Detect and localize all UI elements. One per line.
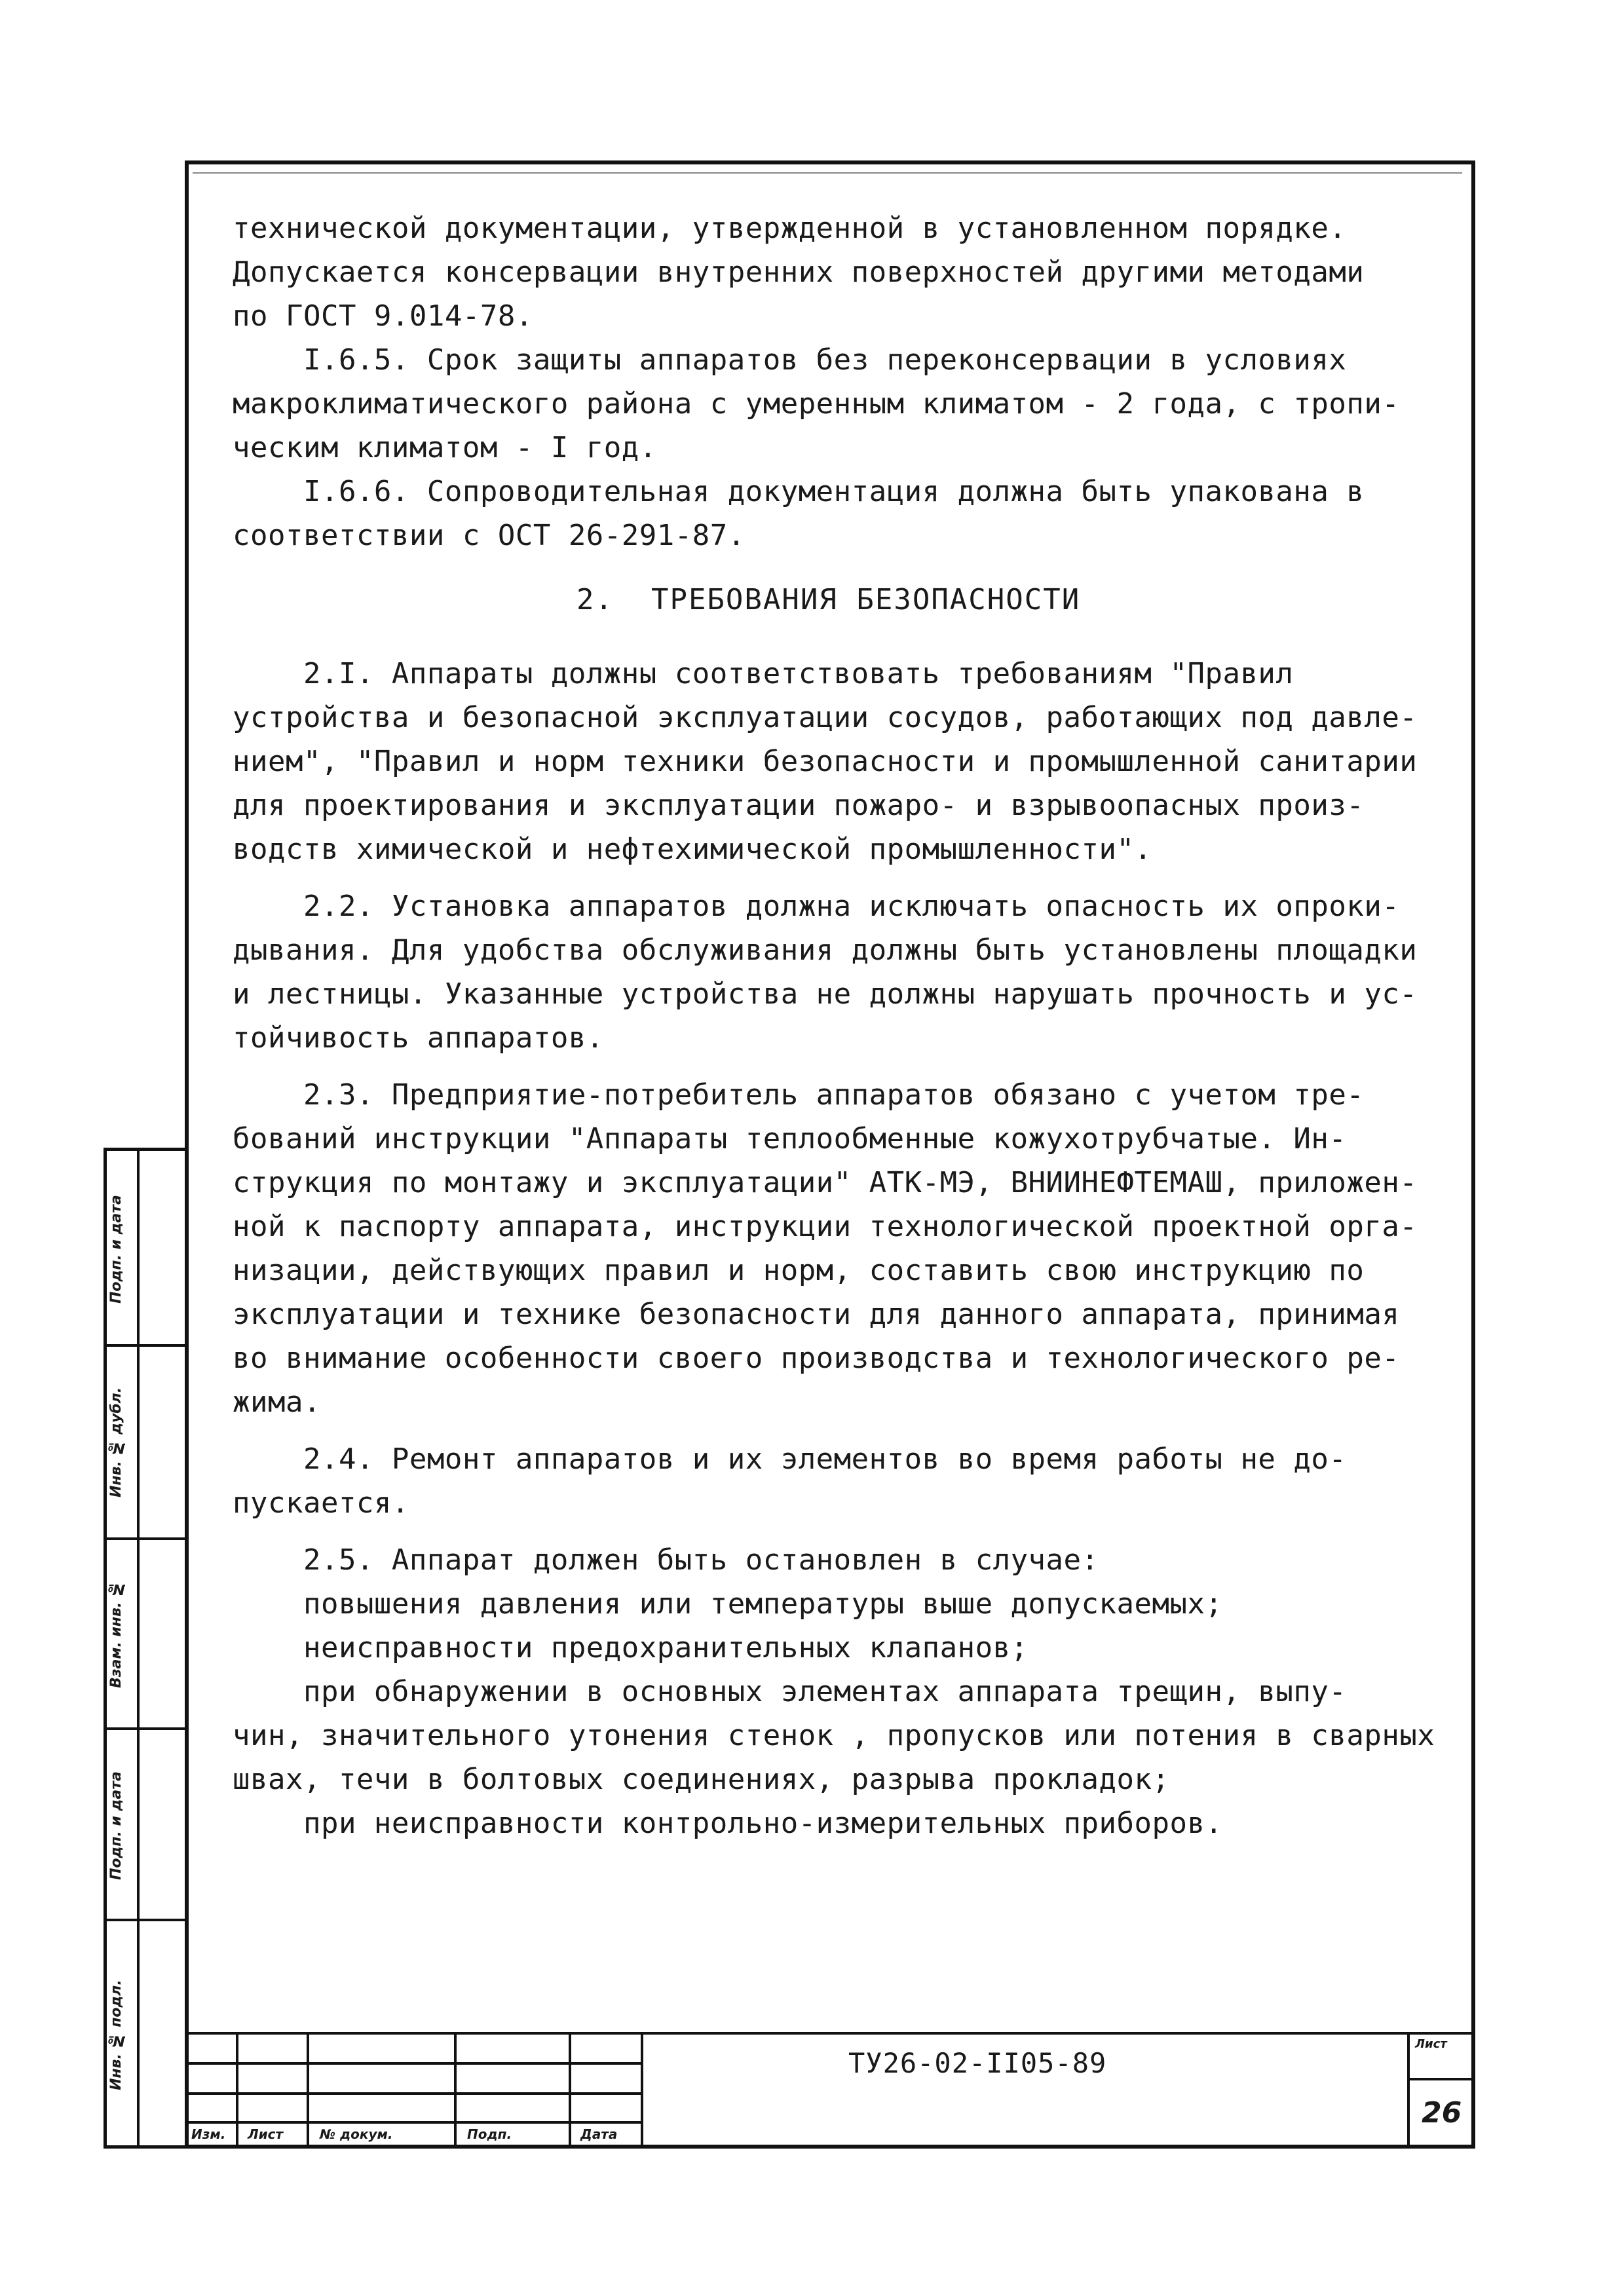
text-line: I.6.6. Сопроводительная документация должна быть упакована в [233, 475, 1365, 508]
text-line: тойчивость аппаратов. [233, 1021, 604, 1055]
caption-doc-number: № докум. [320, 2126, 393, 2142]
side-label-replace-inv: Взам. инв. № [108, 1581, 124, 1688]
side-label-sign-date-2: Подп. и дата [108, 1195, 124, 1304]
text-line: дывания. Для удобства обслуживания должны быть установлены площадки [233, 933, 1418, 967]
text-line: устройства и безопасной эксплуатации сосудов, работающих под давле- [233, 701, 1418, 734]
sheet-label: Лист [1415, 2037, 1447, 2051]
text-line: ческим климатом - I год. [233, 431, 657, 464]
text-line: низации, действующих правил и норм, составить свою инструкцию по [233, 1254, 1365, 1287]
caption-change: Изм. [191, 2126, 226, 2142]
side-label-inv-orig: Инв. № подл. [108, 1980, 124, 2091]
sheet-number: 26 [1422, 2096, 1462, 2130]
text-line: во внимание особенности своего производства и технологического ре- [233, 1342, 1400, 1375]
text-line [233, 1060, 1451, 1073]
body-text-bottom [233, 652, 1451, 1845]
text-line: соответствии с ОСТ 26-291-87. [233, 519, 746, 552]
caption-sheet: Лист [248, 2126, 284, 2142]
text-line [233, 1525, 1451, 1538]
text-line: жима. [233, 1385, 321, 1419]
text-line: нием", "Правил и норм техники безопасности и промышленной санитарии [233, 745, 1418, 778]
text-line: повышения давления или температуры выше допускаемых; [233, 1587, 1223, 1621]
section-heading: 2. ТРЕБОВАНИЯ БЕЗОПАСНОСТИ [576, 583, 1081, 616]
text-line: ной к паспорту аппарата, инструкции технологической проектной орга- [233, 1210, 1418, 1243]
text-line: I.6.5. Срок защиты аппаратов без переконсервации в условиях [233, 343, 1347, 377]
text-line: 2.I. Аппараты должны соответствовать требованиям "Правил [233, 657, 1294, 690]
text-line: пускается. [233, 1486, 409, 1520]
text-line: неисправности предохранительных клапанов; [233, 1631, 1029, 1664]
text-line: технической документации, утвержденной в установленном порядке. [233, 212, 1347, 245]
text-line: при неисправности контрольно-измерительных приборов. [233, 1807, 1223, 1840]
text-line: струкция по монтажу и эксплуатации" АТК-МЭ, ВНИИНЕФТЕМАШ, приложен- [233, 1166, 1418, 1199]
text-line: макроклиматического района с умеренным климатом - 2 года, с тропи- [233, 387, 1400, 421]
text-line: Допускается консервации внутренних поверхностей другими методами [233, 255, 1365, 289]
side-stamp-strip [104, 1148, 185, 2149]
text-line: бований инструкции "Аппараты теплообменные кожухотрубчатые. Ин- [233, 1122, 1347, 1156]
text-line: 2.4. Ремонт аппаратов и их элементов во время работы не до- [233, 1442, 1347, 1476]
text-line: чин, значительного утонения стенок , пропусков или потения в сварных [233, 1719, 1435, 1752]
text-line: для проектирования и эксплуатации пожаро- и взрывоопасных произ- [233, 789, 1365, 822]
title-block [189, 2032, 1471, 2145]
text-line [233, 871, 1451, 884]
text-line: при обнаружении в основных элементах аппарата трещин, выпу- [233, 1675, 1347, 1708]
text-line: и лестницы. Указанные устройства не должны нарушать прочность и ус- [233, 977, 1418, 1011]
side-label-sign-date-1: Подп. и дата [108, 1771, 124, 1880]
text-line: швах, течи в болтовых соединениях, разрыва прокладок; [233, 1763, 1170, 1796]
text-line [233, 1424, 1451, 1437]
caption-signature: Подп. [467, 2126, 512, 2142]
text-line: эксплуатации и технике безопасности для данного аппарата, принимая [233, 1298, 1400, 1331]
text-line: водств химической и нефтехимической промышленности". [233, 833, 1152, 866]
body-text-top [233, 206, 1451, 557]
text-line: по ГОСТ 9.014-78. [233, 299, 533, 333]
document-number: ТУ26-02-II05-89 [848, 2047, 1107, 2079]
text-line: 2.2. Установка аппаратов должна исключать опасность их опроки- [233, 890, 1400, 923]
side-label-inv-dup: Инв. № дубл. [108, 1387, 124, 1498]
text-line: 2.3. Предприятие-потребитель аппаратов обязано с учетом тре- [233, 1078, 1365, 1112]
caption-date: Дата [580, 2126, 618, 2142]
text-line: 2.5. Аппарат должен быть остановлен в случае: [233, 1543, 1099, 1577]
